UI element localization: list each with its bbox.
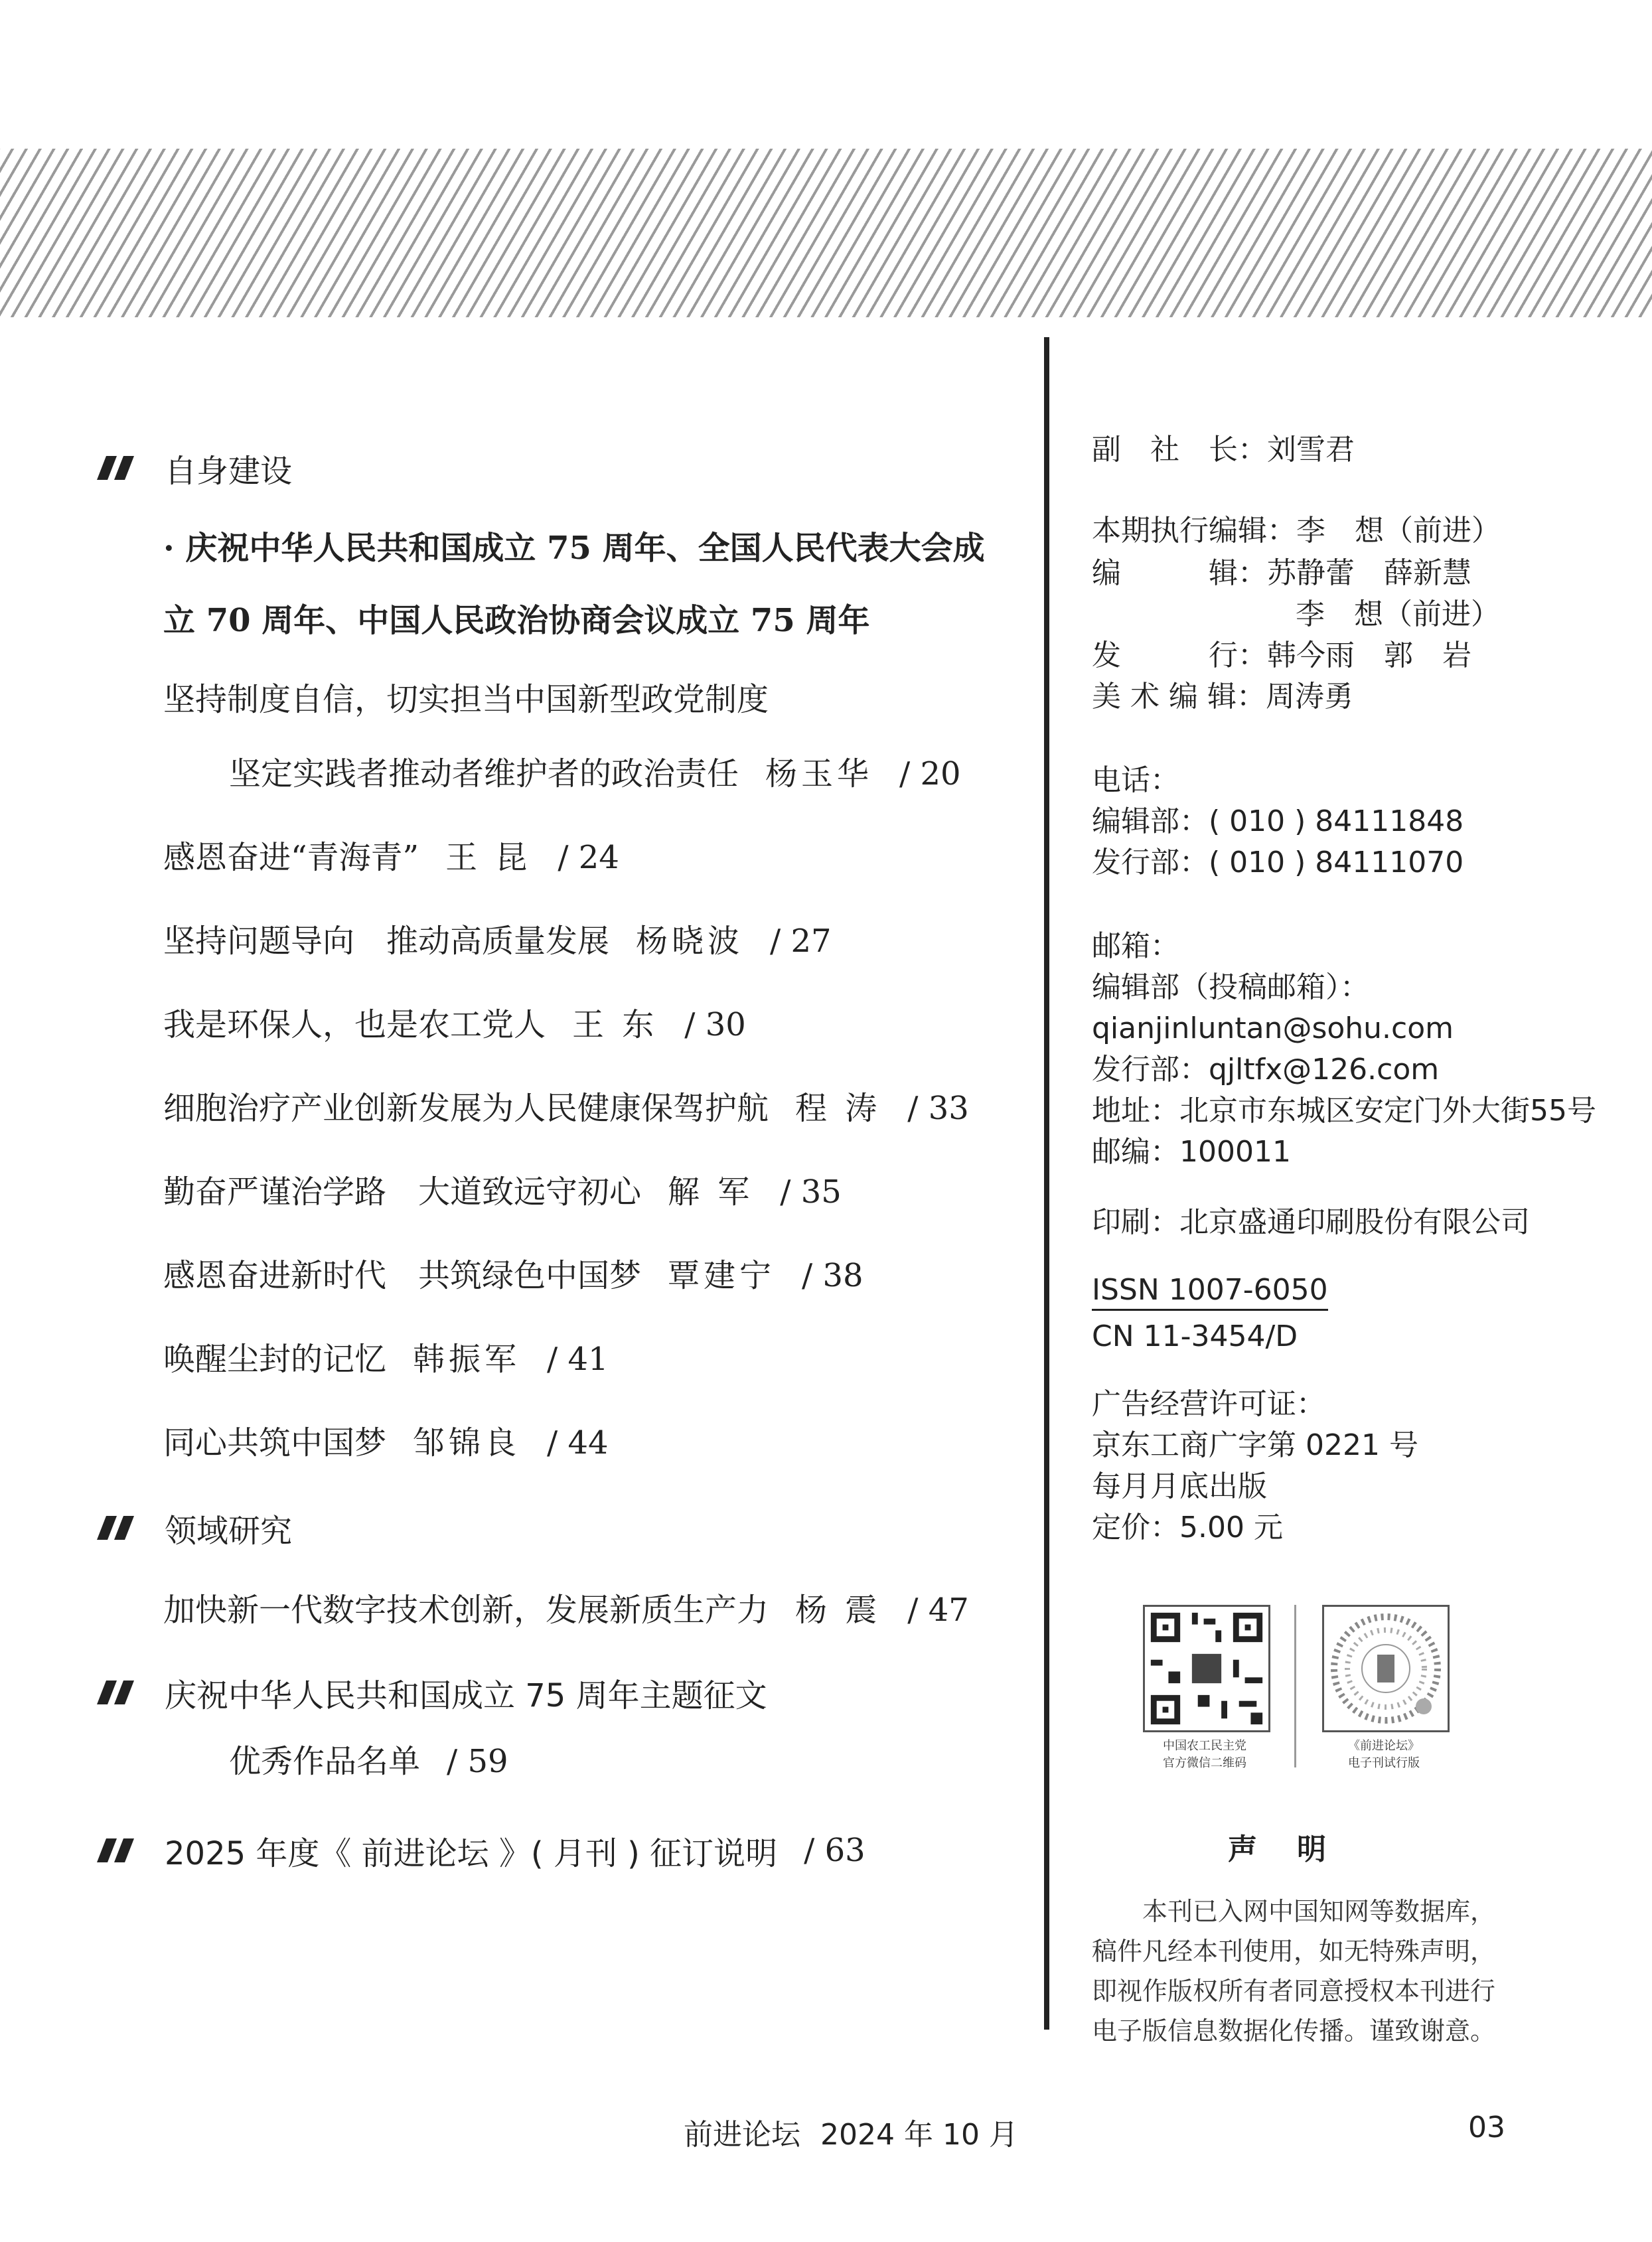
section-mark-icon xyxy=(90,1673,150,1712)
toc-entry-title: 同心共筑中国梦 xyxy=(163,1424,387,1461)
toc-entry-title: 细胞治疗产业创新发展为人民健康保驾护航 xyxy=(163,1090,769,1127)
decorative-hatch-band xyxy=(0,149,1652,317)
ejournal-qr-caption: 《前进论坛》 电子刊试行版 xyxy=(1348,1739,1420,1770)
price: 定价：5.00 元 xyxy=(1092,1511,1283,1544)
qr-code-icon xyxy=(1145,1607,1268,1730)
email-distribution-link[interactable]: 发行部：qjltfx@126.com xyxy=(1092,1053,1440,1086)
toc-entry-title: 坚定实践者推动者维护者的政治责任 xyxy=(229,755,739,792)
toc-entry-page: / 30 xyxy=(684,1006,746,1043)
declaration-body: 本刊已入网中国知网等数据库，稿件凡经本刊使用，如无特殊声明，即视作版权所有者同意授权本刊进行电子版信息数据化传播。谨致谢意。 xyxy=(1092,1897,1496,2046)
toc-entry-page: / 59 xyxy=(447,1743,508,1780)
toc-entry-author: 王 昆 xyxy=(445,839,532,876)
toc-entry-title: 唤醒尘封的记忆 xyxy=(163,1341,387,1378)
toc-entry[interactable] xyxy=(163,1172,842,1212)
toc-entry-author: 杨玉华 xyxy=(765,755,873,792)
toc-entry-page: / 20 xyxy=(899,755,961,792)
toc-entry-author: 韩振军 xyxy=(413,1341,521,1378)
declaration-title: 声明 xyxy=(1228,1832,1366,1866)
toc-entry[interactable] xyxy=(163,1339,609,1379)
toc-entry-author: 杨晓波 xyxy=(636,923,744,960)
masthead-deputy: 副 社 长：刘雪君 xyxy=(1092,433,1355,467)
section-mark-icon xyxy=(90,1508,150,1548)
email-editorial-link[interactable]: qianjinluntan@sohu.com xyxy=(1092,1011,1454,1045)
masthead-art-editor: 美 术 编 辑：周涛勇 xyxy=(1092,680,1353,713)
toc-entry[interactable] xyxy=(163,1590,969,1630)
toc-entry[interactable] xyxy=(163,838,619,877)
toc-entry-page: / 35 xyxy=(780,1173,842,1211)
toc-entry-author: 王 东 xyxy=(572,1006,658,1043)
toc-entry-page: / 63 xyxy=(804,1832,865,1869)
mini-program-code-icon xyxy=(1324,1607,1448,1730)
qr-codes xyxy=(1135,1605,1480,1784)
email-editorial-label: 编辑部（投稿邮箱）： xyxy=(1092,970,1369,1004)
ad-license: 京东工商广字第 0221 号 xyxy=(1092,1428,1418,1462)
page-number: 03 xyxy=(1468,2111,1505,2144)
toc-entry-page: / 44 xyxy=(547,1424,609,1461)
toc-subheading-line2: 立 70 周年、中国人民政治协商会议成立 75 周年 xyxy=(163,602,870,639)
wechat-qr-code[interactable] xyxy=(1143,1605,1270,1732)
postcode: 邮编：100011 xyxy=(1092,1135,1291,1169)
toc-entry-page: / 24 xyxy=(558,839,619,876)
phone-distribution: 发行部：( 010 ) 84111070 xyxy=(1092,846,1464,879)
section-heading-subscription[interactable]: 2025 年度《 前进论坛 》( 月刊 ) 征订说明 / 63 xyxy=(90,1824,865,1877)
toc-subheading-line1: · 庆祝中华人民共和国成立 75 周年、全国人民代表大会成 xyxy=(163,530,985,567)
section-heading-self-building: 自身建设 xyxy=(90,441,292,494)
toc-entry-title: 我是环保人，也是农工党人 xyxy=(163,1006,546,1043)
toc-entry-title: 加快新一代数字技术创新，发展新质生产力 xyxy=(163,1592,769,1629)
toc-entry-author: 杨 震 xyxy=(795,1592,881,1629)
toc-entry[interactable] xyxy=(163,1423,609,1463)
toc-entry[interactable] xyxy=(163,1005,746,1045)
wechat-qr-caption: 中国农工民主党 官方微信二维码 xyxy=(1163,1739,1246,1770)
publish-schedule: 每月月底出版 xyxy=(1092,1469,1267,1503)
toc-entry-title: 感恩奋进“青海青” xyxy=(163,839,419,876)
phone-label: 电话： xyxy=(1092,763,1179,797)
masthead-editor-2: 李 想（前进） xyxy=(1296,597,1500,631)
toc-entry-page: / 47 xyxy=(907,1592,969,1629)
toc-entry-author: 邹锦良 xyxy=(413,1424,521,1461)
toc-entry[interactable] xyxy=(163,680,769,719)
toc-entry-page: / 27 xyxy=(770,923,832,960)
footer-date: 2024 年 10 月 xyxy=(820,2118,1018,2152)
toc-entry-author: 程 涛 xyxy=(795,1090,881,1127)
section-heading-essay-contest[interactable]: 庆祝中华人民共和国成立 75 周年主题征文 xyxy=(90,1666,767,1719)
toc-entry-title: 勤奋严谨治学路 大道致远守初心 xyxy=(163,1173,642,1211)
section-heading-field-research: 领域研究 xyxy=(90,1501,292,1554)
column-divider xyxy=(1044,337,1049,2030)
toc-entry[interactable] xyxy=(163,921,832,961)
ejournal-qr-code[interactable] xyxy=(1322,1605,1450,1732)
toc-entry-title: 坚持制度自信，切实担当中国新型政党制度 xyxy=(163,681,769,718)
ad-license-label: 广告经营许可证： xyxy=(1092,1387,1325,1421)
section-mark-icon xyxy=(90,1831,150,1870)
toc-entry-title: 感恩奋进新时代 共筑绿色中国梦 xyxy=(163,1257,642,1294)
cn-number: CN 11-3454/D xyxy=(1092,1319,1298,1353)
email-label: 邮箱： xyxy=(1092,929,1179,963)
printer: 印刷：北京盛通印刷股份有限公司 xyxy=(1092,1205,1530,1239)
phone-editorial: 编辑部：( 010 ) 84111848 xyxy=(1092,804,1464,838)
toc-entry-page: / 38 xyxy=(802,1257,864,1294)
issn: ISSN 1007-6050 xyxy=(1092,1272,1328,1311)
qr-divider xyxy=(1294,1605,1296,1767)
footer-journal: 前进论坛 xyxy=(684,2118,800,2152)
toc-entry[interactable] xyxy=(229,754,961,794)
toc-entry-page: / 33 xyxy=(907,1090,969,1127)
toc-entry-author: 解 军 xyxy=(668,1173,754,1211)
toc-entry[interactable] xyxy=(163,1256,864,1296)
masthead-exec-editor: 本期执行编辑：李 想（前进） xyxy=(1092,514,1501,548)
masthead-distribution: 发 行：韩今雨 郭 岩 xyxy=(1092,638,1471,672)
toc-entry-page: / 41 xyxy=(547,1341,609,1378)
address: 地址：北京市东城区安定门外大街55号 xyxy=(1092,1094,1596,1128)
toc-entry[interactable] xyxy=(163,1088,969,1128)
toc-entry-title: 坚持问题导向 推动高质量发展 xyxy=(163,923,610,960)
masthead-editor: 编 辑：苏静蕾 薛新慧 xyxy=(1092,556,1471,590)
toc-entry-title: 优秀作品名单 xyxy=(229,1743,421,1780)
toc-entry-author: 覃建宁 xyxy=(668,1257,776,1294)
section-mark-icon xyxy=(90,448,150,488)
toc-entry[interactable] xyxy=(229,1742,508,1781)
